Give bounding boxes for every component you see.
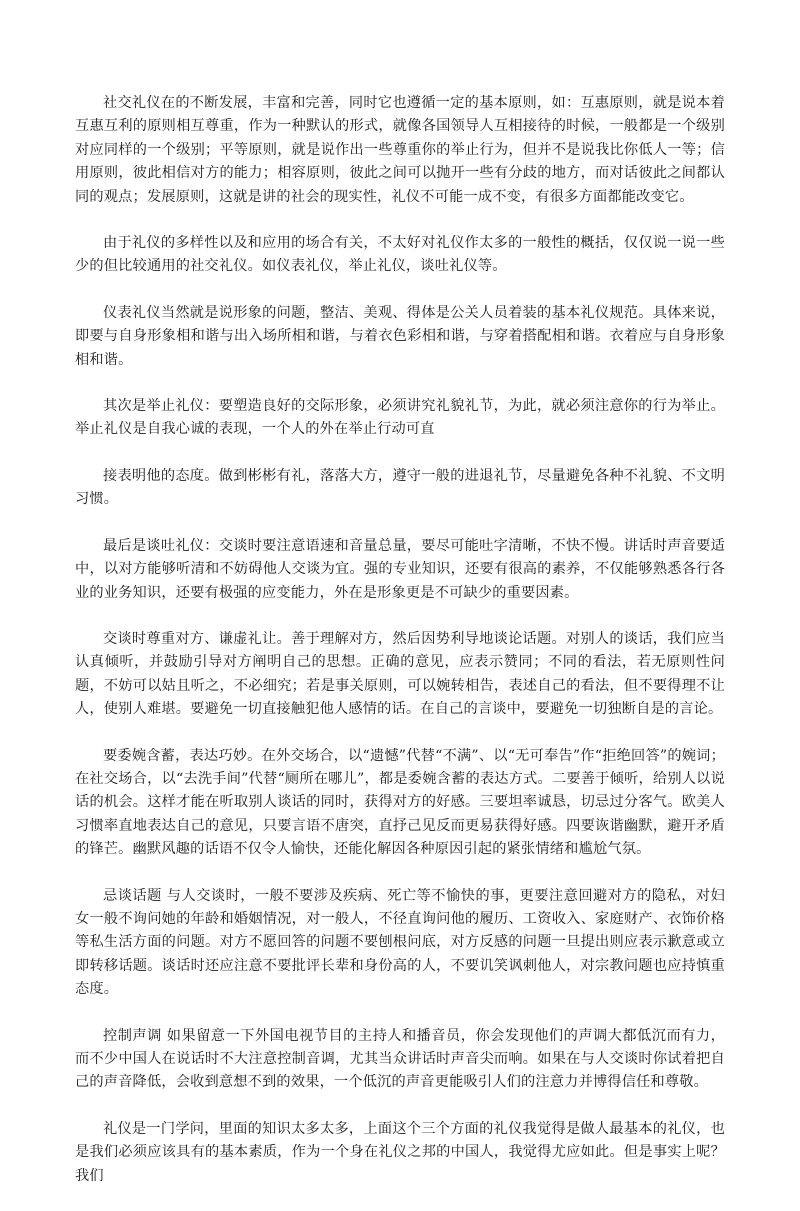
paragraph-speech-etiquette: 最后是谈吐礼仪：交谈时要注意语速和音量总量，要尽可能吐字清晰，不快不慢。讲话时声音要适中，以对方能够听清和不妨碍他人交谈为宜。强的专业知识，还要有很高的素养，不仅能够熟悉各行各业的业务知识，还要有极强的应变能力，外在是形象更是不可缺少的重要因素。 — [75, 537, 725, 601]
paragraph-tactful-expression: 要委婉含蓄，表达巧妙。在外交场合，以“遗憾”代替“不满”、以“无可奉告”作“拒绝回答”的婉词；在社交场合，以“去洗手间”代替“厕所在哪儿”，都是委婉含蓄的表达方式。二要善于倾听，给别人以说话的机会。这样才能在听取别人谈话的同时，获得对方的好感。三要坦率诚恳，切忌过分客气。欧美人习惯率直地表达自己的意见，只要言语不唐突，直抒己见反而更易获得好感。四要诙谐幽默，避开矛盾的锋芒。幽默风趣的话语不仅令人愉快，还能化解因各种原因引起的紧张情绪和尴尬气氛。 — [75, 747, 725, 858]
paragraph-appearance-etiquette: 仪表礼仪当然就是说形象的问题，整洁、美观、得体是公关人员着装的基本礼仪规范。具体来说，即要与自身形象相和谐与出入场所相和谐，与着衣色彩相和谐，与穿着搭配相和谐。衣着应与自身形象相和谐。 — [75, 304, 725, 368]
paragraph-taboo-topics: 忌谈话题 与人交谈时，一般不要涉及疾病、死亡等不愉快的事，更要注意回避对方的隐私，对妇女一般不询问她的年龄和婚姻情况，对一般人，不径直询问他的履历、工资收入、家庭财产、衣饰价格等私生活方面的问题。对方不愿回答的问题不要刨根问底，对方反感的问题一旦提出则应表示歉意或立即转移话题。谈话时还应注意不要批评长辈和身份高的人，不要讥笑讽刺他人，对宗教问题也应持慎重态度。 — [75, 887, 725, 998]
paragraph-behavior-etiquette: 其次是举止礼仪：要塑造良好的交际形象，必须讲究礼貌礼节，为此，就必须注意你的行为举止。举止礼仪是自我心诚的表现，一个人的外在举止行动可直 — [75, 398, 725, 438]
paragraph-social-etiquette-principles: 社交礼仪在的不断发展，丰富和完善，同时它也遵循一定的基本原则，如：互惠原则，就是说本着互惠互利的原则相互尊重，作为一种默认的形式，就像各国领导人互相接待的时候，一般都是一个级别对应同样的一个级别；平等原则，就是说作出一些尊重你的举止行为，但并不是说我比你低人一等；信用原则，彼此相信对方的能力；相容原则，彼此之间可以抛开一些有分歧的地方，而对话彼此之间都认同的观点；发展原则，这就是讲的社会的现实性，礼仪不可能一成不变，有很多方面都能改变它。 — [75, 95, 725, 205]
paragraph-etiquette-variety: 由于礼仪的多样性以及和应用的场合有关，不太好对礼仪作太多的一般性的概括，仅仅说一说一些少的但比较通用的社交礼仪。如仪表礼仪，举止礼仪，谈吐礼仪等。 — [75, 235, 725, 275]
paragraph-behavior-attitude: 接表明他的态度。做到彬彬有礼，落落大方，遵守一般的进退礼节，尽量避免各种不礼貌、不文明习惯。 — [75, 467, 725, 508]
paragraph-conclusion: 礼仪是一门学问，里面的知识太多太多，上面这个三个方面的礼仪我觉得是做人最基本的礼仪，也是我们必须应该具有的基本素质，作为一个身在礼仪之邦的中国人，我觉得尤应如此。但是事实上呢？我们 — [75, 1120, 725, 1184]
paragraph-voice-control: 控制声调 如果留意一下外国电视节目的主持人和播音员，你会发现他们的声调大都低沉而有力，而不少中国人在说话时不大注意控制音调，尤其当众讲话时声音尖而响。如果在与人交谈时你试着把自己的声音降低，会收到意想不到的效果，一个低沉的声音更能吸引人们的注意力并博得信任和尊敬。 — [75, 1027, 725, 1091]
document-page — [75, 92, 725, 1211]
paragraph-respect-listener: 交谈时尊重对方、谦虚礼让。善于理解对方，然后因势利导地谈论话题。对别人的谈话，我们应当认真倾听，并鼓励引导对方阐明自己的思想。正确的意见，应表示赞同；不同的看法，若无原则性问题，不妨可以姑且听之，不必细究；若是事关原则，可以婉转相告，表述自己的看法，但不要得理不让人，使别人难堪。要避免一切直接触犯他人感情的话。在自己的言谈中，要避免一切独断自是的言论。 — [75, 630, 725, 718]
